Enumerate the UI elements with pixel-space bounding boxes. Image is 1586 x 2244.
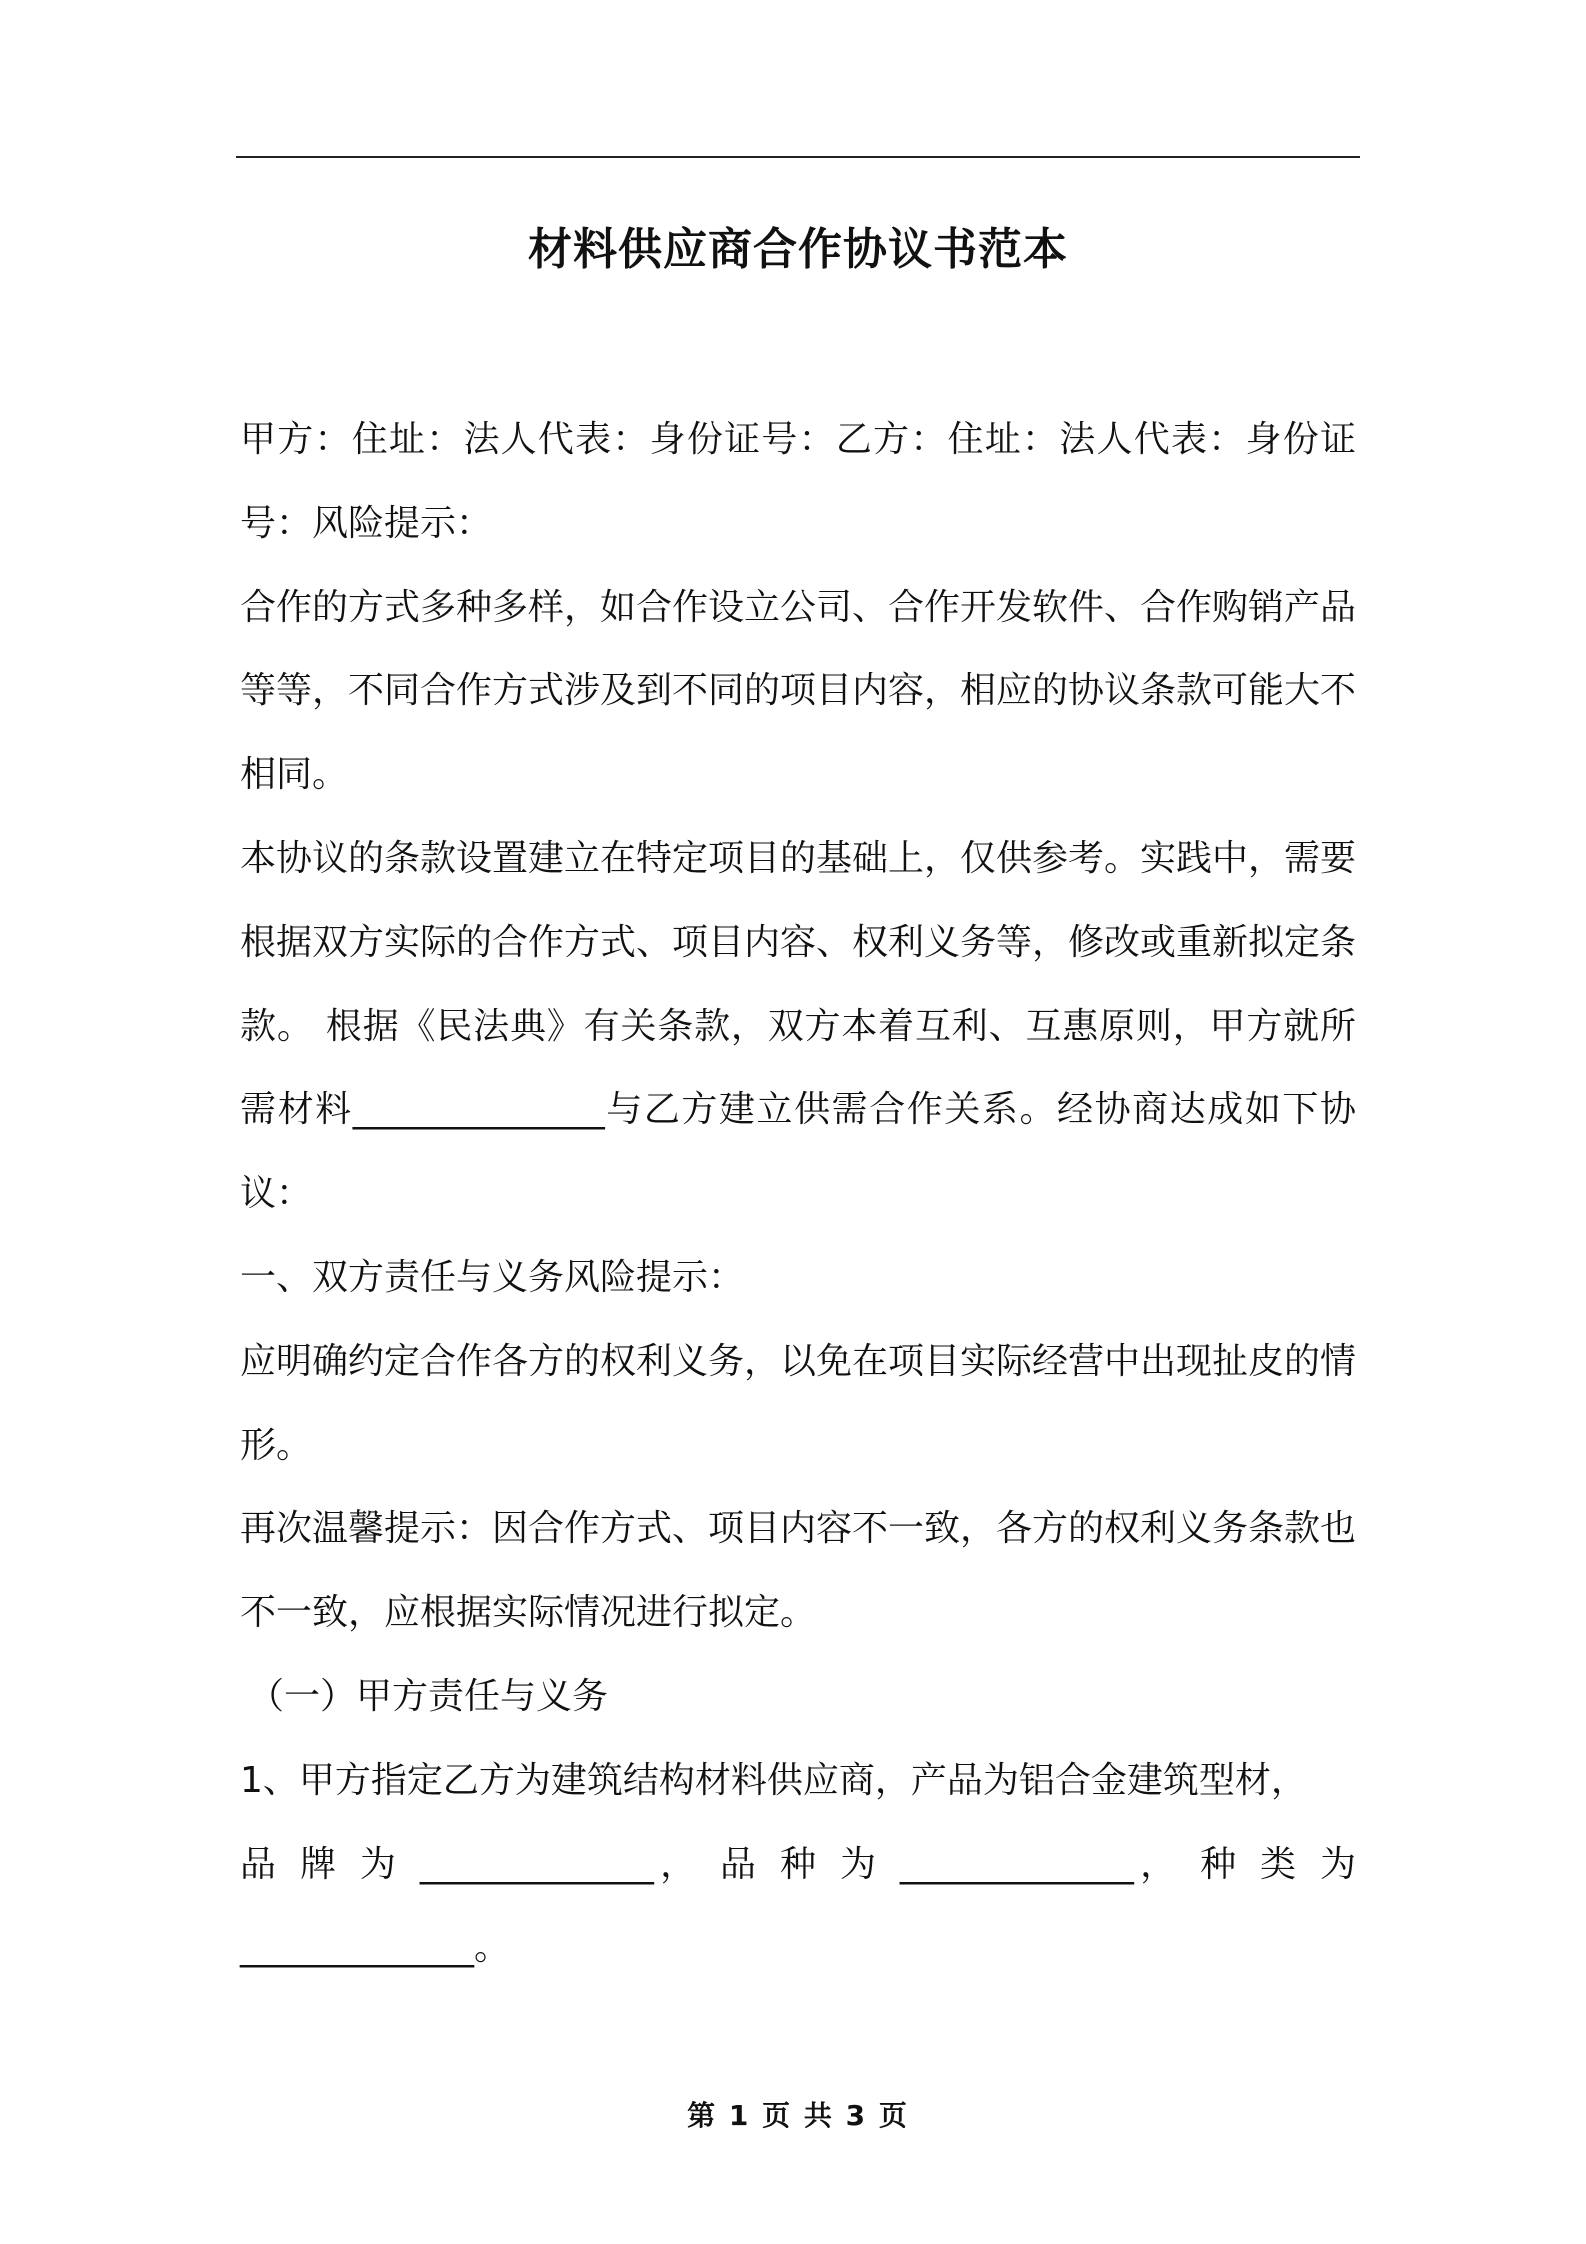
clause-1-paragraph: 1、甲方指定乙方为建筑结构材料供应商，产品为铝合金建筑型材， — [240, 1759, 1307, 1801]
subsection-heading: （一）甲方责任与义务 — [248, 1675, 609, 1717]
header-rule — [236, 156, 1360, 158]
clause-1-blanks-line: 品 牌 为 _____________， 品 种 为 _____________， 种 类 为 — [240, 1843, 1356, 1885]
page-footer: 第 1 页 共 3 页 — [687, 2099, 909, 2132]
risk-notice-paragraph: 合作的方式多种多样，如合作设立公司、合作开发软件、合作购销产品等等，不同合作方式涉及到不同的项目内容，相应的协议条款可能大不相同。 — [240, 586, 1357, 796]
document-title: 材料供应商合作协议书范本 — [528, 224, 1068, 275]
document-body — [240, 398, 1356, 1990]
party-info-paragraph: 甲方：住址：法人代表：身份证号：乙方：住址：法人代表：身份证号：风险提示： — [240, 419, 1356, 544]
preamble-paragraph: 本协议的条款设置建立在特定项目的基础上，仅供参考。实践中，需要根据双方实际的合作方式、项目内容、权利义务等，修改或重新拟定条款。 根据《民法典》有关条款，双方本着互利、互惠原则，甲方就所需材料______________与乙方建立供需合作关系。经协商达成如下协议： — [240, 837, 1357, 1215]
obligations-notice-paragraph: 应明确约定合作各方的权利义务，以免在项目实际经营中出现扯皮的情形。 — [240, 1340, 1357, 1466]
clause-1-blank-end: _____________。 — [240, 1927, 510, 1969]
reminder-paragraph: 再次温馨提示：因合作方式、项目内容不一致，各方的权利义务条款也不一致，应根据实际情况进行拟定。 — [240, 1508, 1357, 1634]
section-heading: 一、双方责任与义务风险提示： — [240, 1256, 745, 1298]
